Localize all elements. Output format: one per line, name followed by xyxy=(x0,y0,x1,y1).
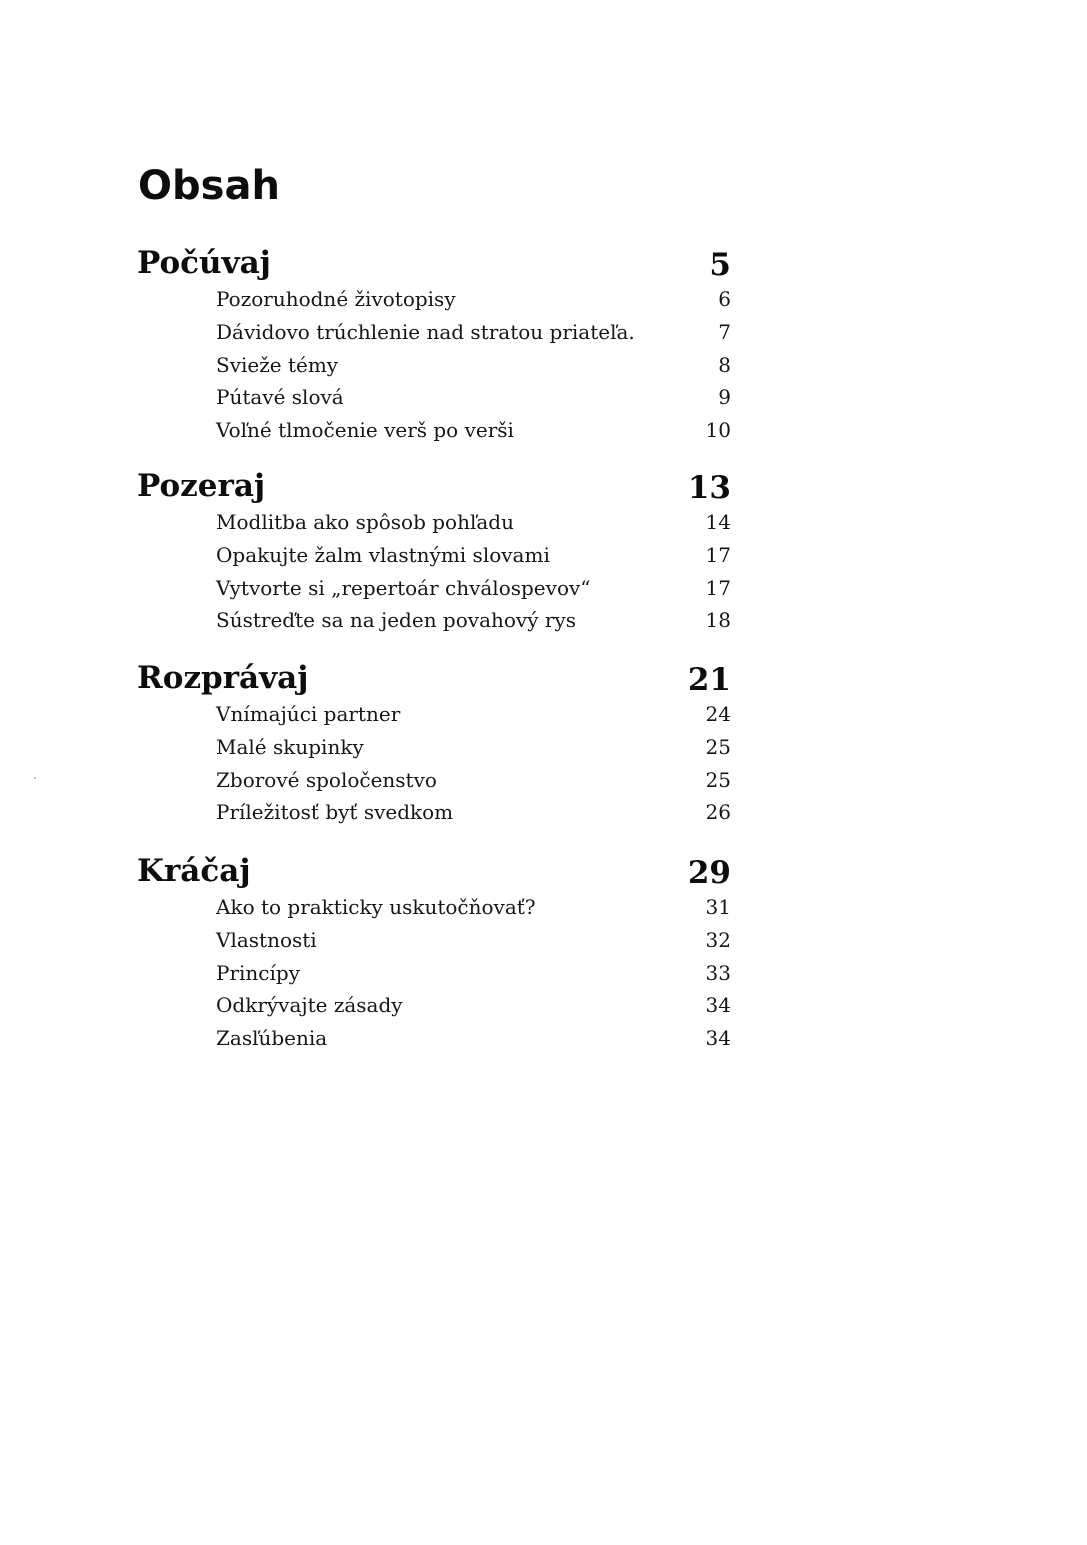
section-title: Pozeraj xyxy=(137,468,266,504)
entry-title: Voľné tlmočenie verš po verši xyxy=(216,418,514,443)
toc-entry xyxy=(137,731,731,764)
section-page-number: 21 xyxy=(687,662,731,698)
toc-entry xyxy=(137,414,731,447)
entry-title: Opakujte žalm vlastnými slovami xyxy=(216,542,550,567)
entry-title: Vnímajúci partner xyxy=(216,702,401,726)
entry-title: Zborové spoločenstvo xyxy=(216,767,437,792)
section-heading xyxy=(137,243,731,283)
toc-entry xyxy=(137,764,731,797)
entry-title: Odkrývajte zásady xyxy=(216,993,403,1018)
toc-entry xyxy=(137,539,731,572)
entry-list xyxy=(137,283,731,447)
toc-section xyxy=(137,658,731,829)
section-page-number: 29 xyxy=(687,855,731,891)
entry-list xyxy=(137,506,731,637)
entry-title: Príležitosť byť svedkom xyxy=(216,800,454,825)
entry-page-number: 26 xyxy=(705,800,731,825)
entry-title: Modlitba ako spôsob pohľadu xyxy=(216,510,514,534)
toc-entry xyxy=(137,349,731,382)
entry-page-number: 8 xyxy=(718,352,731,377)
entry-title: Princípy xyxy=(216,960,300,985)
entry-page-number: 18 xyxy=(705,608,731,633)
entry-title: Zasľúbenia xyxy=(216,1026,328,1051)
entry-title: Vlastnosti xyxy=(216,927,317,952)
entry-title: Svieže témy xyxy=(216,352,339,377)
toc-entry xyxy=(137,316,731,349)
entry-page-number: 25 xyxy=(705,767,731,792)
entry-page-number: 34 xyxy=(705,993,731,1018)
entry-title: Pozoruhodné životopisy xyxy=(216,287,456,311)
entry-page-number: 14 xyxy=(705,510,731,534)
toc-entry xyxy=(137,1022,731,1055)
entry-page-number: 9 xyxy=(718,385,731,410)
toc-entry xyxy=(137,604,731,637)
scan-speck xyxy=(34,777,36,779)
entry-list xyxy=(137,698,731,829)
toc-section xyxy=(137,851,731,1055)
entry-page-number: 17 xyxy=(705,575,731,600)
toc-section xyxy=(137,466,731,637)
entry-list xyxy=(137,891,731,1055)
toc-entry xyxy=(137,572,731,605)
section-heading xyxy=(137,466,731,506)
entry-page-number: 24 xyxy=(705,702,731,726)
entry-page-number: 10 xyxy=(705,418,731,443)
toc-entry xyxy=(137,506,731,539)
toc-entry xyxy=(137,698,731,731)
toc-entry xyxy=(137,989,731,1022)
section-title: Počúvaj xyxy=(137,245,271,281)
entry-title: Vytvorte si „repertoár chválospevov“ xyxy=(216,575,591,600)
section-heading xyxy=(137,658,731,698)
entry-page-number: 7 xyxy=(718,319,731,344)
entry-title: Pútavé slová xyxy=(216,385,344,410)
entry-page-number: 31 xyxy=(705,895,731,919)
toc-entry xyxy=(137,891,731,924)
entry-page-number: 6 xyxy=(718,287,731,311)
toc-entry xyxy=(137,924,731,957)
toc-entry xyxy=(137,796,731,829)
toc-section xyxy=(137,243,731,447)
toc-entry xyxy=(137,381,731,414)
section-title: Kráčaj xyxy=(137,853,251,889)
section-heading xyxy=(137,851,731,891)
page-title: Obsah xyxy=(138,163,280,209)
entry-title: Sústreďte sa na jeden povahový rys xyxy=(216,608,576,633)
toc-entry xyxy=(137,283,731,316)
entry-title: Dávidovo trúchlenie nad stratou priateľa. xyxy=(216,319,635,344)
entry-page-number: 32 xyxy=(705,927,731,952)
entry-title: Malé skupinky xyxy=(216,734,364,759)
entry-page-number: 17 xyxy=(705,542,731,567)
entry-page-number: 34 xyxy=(705,1026,731,1051)
entry-page-number: 33 xyxy=(705,960,731,985)
section-title: Rozprávaj xyxy=(137,660,309,696)
toc-entry xyxy=(137,957,731,990)
section-page-number: 5 xyxy=(709,247,731,283)
section-page-number: 13 xyxy=(687,470,731,506)
entry-page-number: 25 xyxy=(705,734,731,759)
entry-title: Ako to prakticky uskutočňovať? xyxy=(216,895,536,919)
